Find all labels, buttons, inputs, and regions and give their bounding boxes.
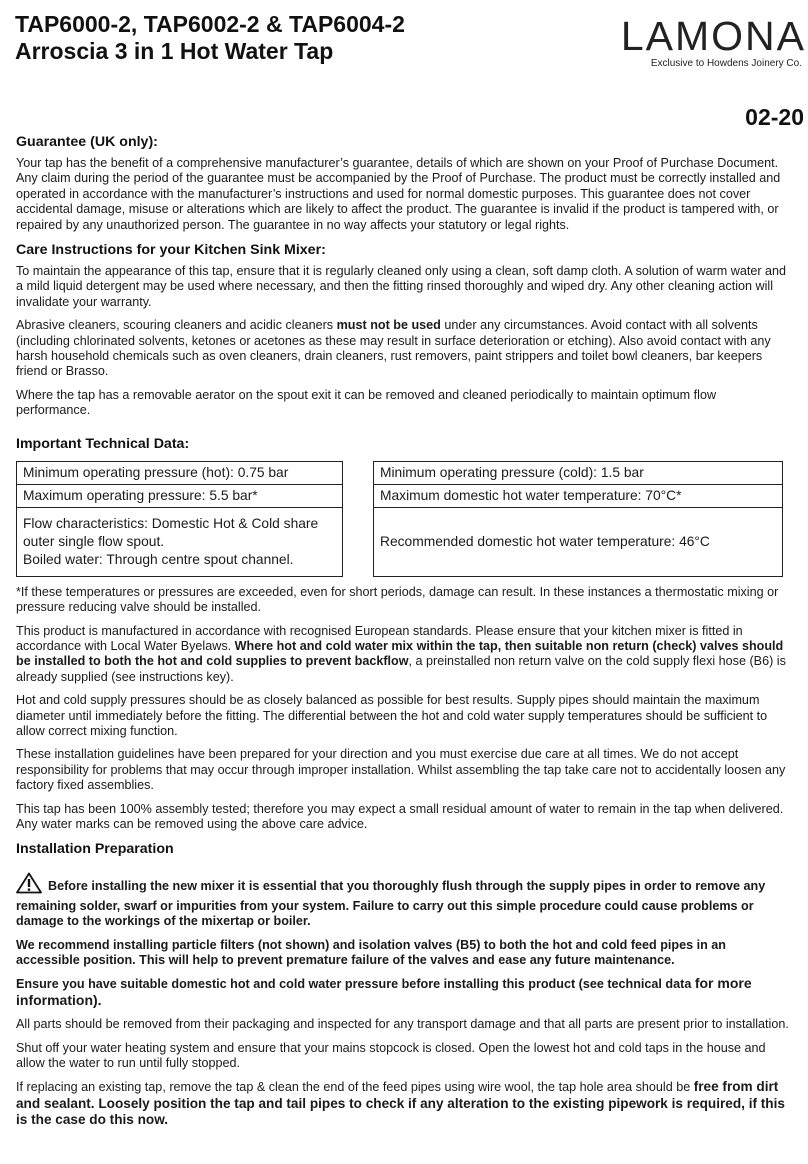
replace-emphasis: free from dirt and sealant. Loosely position the tap and tail pipes to check if any alteration to the existing pipework is required, if this is the case do this now. bbox=[16, 1079, 785, 1128]
pressure-text: Ensure you have suitable domestic hot and cold water pressure before installing this product (see technical data bbox=[16, 977, 695, 992]
care-paragraph-2 bbox=[16, 318, 792, 380]
guarantee-heading: Guarantee (UK only): bbox=[16, 134, 158, 150]
care-paragraph-3: Where the tap has a removable aerator on the spout exit it can be removed and cleaned periodically to maintain optimum flow performance. bbox=[16, 387, 717, 418]
replace-start: If replacing an existing tap, remove the tap & clean the end of the feed pipes using wire wool, the tap hole area should be bbox=[16, 1080, 694, 1095]
care-p2-start: Abrasive cleaners, scouring cleaners and acidic cleaners bbox=[16, 318, 337, 333]
tech-flow-line-2: outer single flow spout. bbox=[23, 533, 165, 549]
replace-paragraph bbox=[16, 1079, 792, 1128]
tech-flow-line-1: Flow characteristics: Domestic Hot & Cold share bbox=[23, 515, 319, 531]
care-p2-emphasis: must not be used bbox=[336, 318, 441, 333]
title-line-product: Arroscia 3 in 1 Hot Water Tap bbox=[15, 38, 334, 64]
tech-cell-min-pressure-hot: Minimum operating pressure (hot): 0.75 bar bbox=[17, 462, 342, 485]
technical-data-table bbox=[16, 461, 792, 577]
standards-end: , a preinstalled non return valve on the cold supply flexi hose (B6) is already supplied (see instructions key). bbox=[16, 654, 786, 684]
technical-column-left bbox=[16, 461, 343, 577]
document-body bbox=[16, 133, 792, 1137]
technical-column-right bbox=[373, 461, 783, 577]
care-heading: Care Instructions for your Kitchen Sink Mixer: bbox=[16, 242, 326, 259]
brand-logo bbox=[602, 14, 806, 70]
tech-cell-min-pressure-cold: Minimum operating pressure (cold): 1.5 bar bbox=[374, 462, 782, 485]
logo-wordmark: LAMONA bbox=[620, 13, 806, 59]
care-paragraph-1: To maintain the appearance of this tap, ensure that it is regularly cleaned only using a clean, soft damp cloth. A solution of warm water and a mild liquid detergent may be used where necessary, and then the fitting rinsed thoroughly and wiped dry. Any other cleaning action will invalidate your warranty. bbox=[16, 264, 787, 309]
balance-paragraph: Hot and cold supply pressures should be as closely balanced as possible for best results. Supply pipes should maintain the maximum diameter until immediately before the fitting. The differential between the hot and cold water supply temperatures should be sufficient to allow correct mixing function. bbox=[16, 693, 768, 738]
technical-footnote: *If these temperatures or pressures are exceeded, even for short periods, damage can result. In these instances a thermostatic mixing or pressure reducing valve should be installed. bbox=[16, 584, 779, 615]
installation-heading: Installation Preparation bbox=[16, 841, 174, 858]
document-code: 02-20 bbox=[745, 104, 804, 130]
pressure-paragraph bbox=[16, 976, 792, 1009]
standards-emphasis: Where hot and cold water mix within the tap, then suitable non return (check) valves should be installed to both the hot and cold supplies to prevent backflow bbox=[16, 638, 784, 669]
title-line-models: TAP6000-2, TAP6002-2 & TAP6004-2 bbox=[15, 11, 405, 37]
flush-warning bbox=[16, 872, 792, 929]
flush-warning-text: Before installing the new mixer it is essential that you thoroughly flush through the supply pipes in order to remove any remaining solder, swarf or impurities from your system. Failure to carry out this simple procedure could cause problems or damage to the workings of the mixertap or boiler. bbox=[16, 879, 766, 929]
pressure-text-large: for more information). bbox=[16, 975, 752, 1008]
tech-cell-max-pressure: Maximum operating pressure: 5.5 bar* bbox=[17, 485, 342, 508]
tech-flow-line-3: Boiled water: Through centre spout channel. bbox=[23, 551, 294, 567]
guarantee-text: Your tap has the benefit of a comprehensive manufacturer’s guarantee, details of which are shown on your Proof of Purchase Document. Any claim during the period of the guarantee must be accompanied by the Proof of Purchase. The product must be correctly installed and operated in accordance with the manufacturer’s instructions and used for normal domestic purposes. This guarantee does not cover accidental damage, misuse or alterations which are likely to affect the product. The guarantee is invalid if the product is tampered with, or repaired by any unauthorized person. The guarantee in no way affects your statutory or legal rights. bbox=[16, 156, 781, 232]
tech-cell-flow bbox=[17, 508, 342, 576]
shutoff-paragraph: Shut off your water heating system and ensure that your mains stopcock is closed. Open the lowest hot and cold taps in the house and allow the water to run until fully stopped. bbox=[16, 1040, 766, 1071]
technical-heading: Important Technical Data: bbox=[16, 435, 190, 452]
tested-paragraph: This tap has been 100% assembly tested; therefore you may expect a small residual amount of water to remain in the tap when delivered. Any water marks can be removed using the above care advice. bbox=[16, 801, 784, 831]
document-title bbox=[15, 11, 405, 65]
standards-start: This product is manufactured in accordance with recognised European standards. Please ensure that your kitchen mixer is fitted in accordance with Local Water Byelaws. bbox=[16, 623, 743, 653]
parts-paragraph: All parts should be removed from their packaging and inspected for any transport damage and that all parts are present prior to installation. bbox=[16, 1017, 789, 1032]
care-p2-end: under any circumstances. Avoid contact with all solvents (including chlorinated solvents, ketones or acetones as these may result in surface deterioration or etching). Also avoid contact with any harsh household chemicals such as oven cleaners, drain cleaners, rust removers, paint strippers and toilet bowl cleaners, bar keepers friend or Brasso. bbox=[16, 318, 771, 379]
standards-paragraph bbox=[16, 624, 792, 686]
warning-triangle-icon bbox=[16, 872, 42, 898]
guidelines-paragraph: These installation guidelines have been prepared for your direction and you must exercise due care at all times. We do not accept responsibility for problems that may occur through improper installation. Whilst assembling the tap take care not to accidentally loosen any factory fixed assemblies. bbox=[16, 747, 786, 793]
tech-cell-max-temp: Maximum domestic hot water temperature: 70°C* bbox=[374, 485, 782, 508]
filters-paragraph: We recommend installing particle filters (not shown) and isolation valves (B5) to both the hot and cold feed pipes in an accessible position. This will help to prevent premature failure of the valves and ease any future maintenance. bbox=[16, 937, 726, 967]
logo-tagline: Exclusive to Howdens Joinery Co. bbox=[650, 58, 802, 69]
tech-cell-rec-temp: Recommended domestic hot water temperature: 46°C bbox=[380, 533, 710, 549]
